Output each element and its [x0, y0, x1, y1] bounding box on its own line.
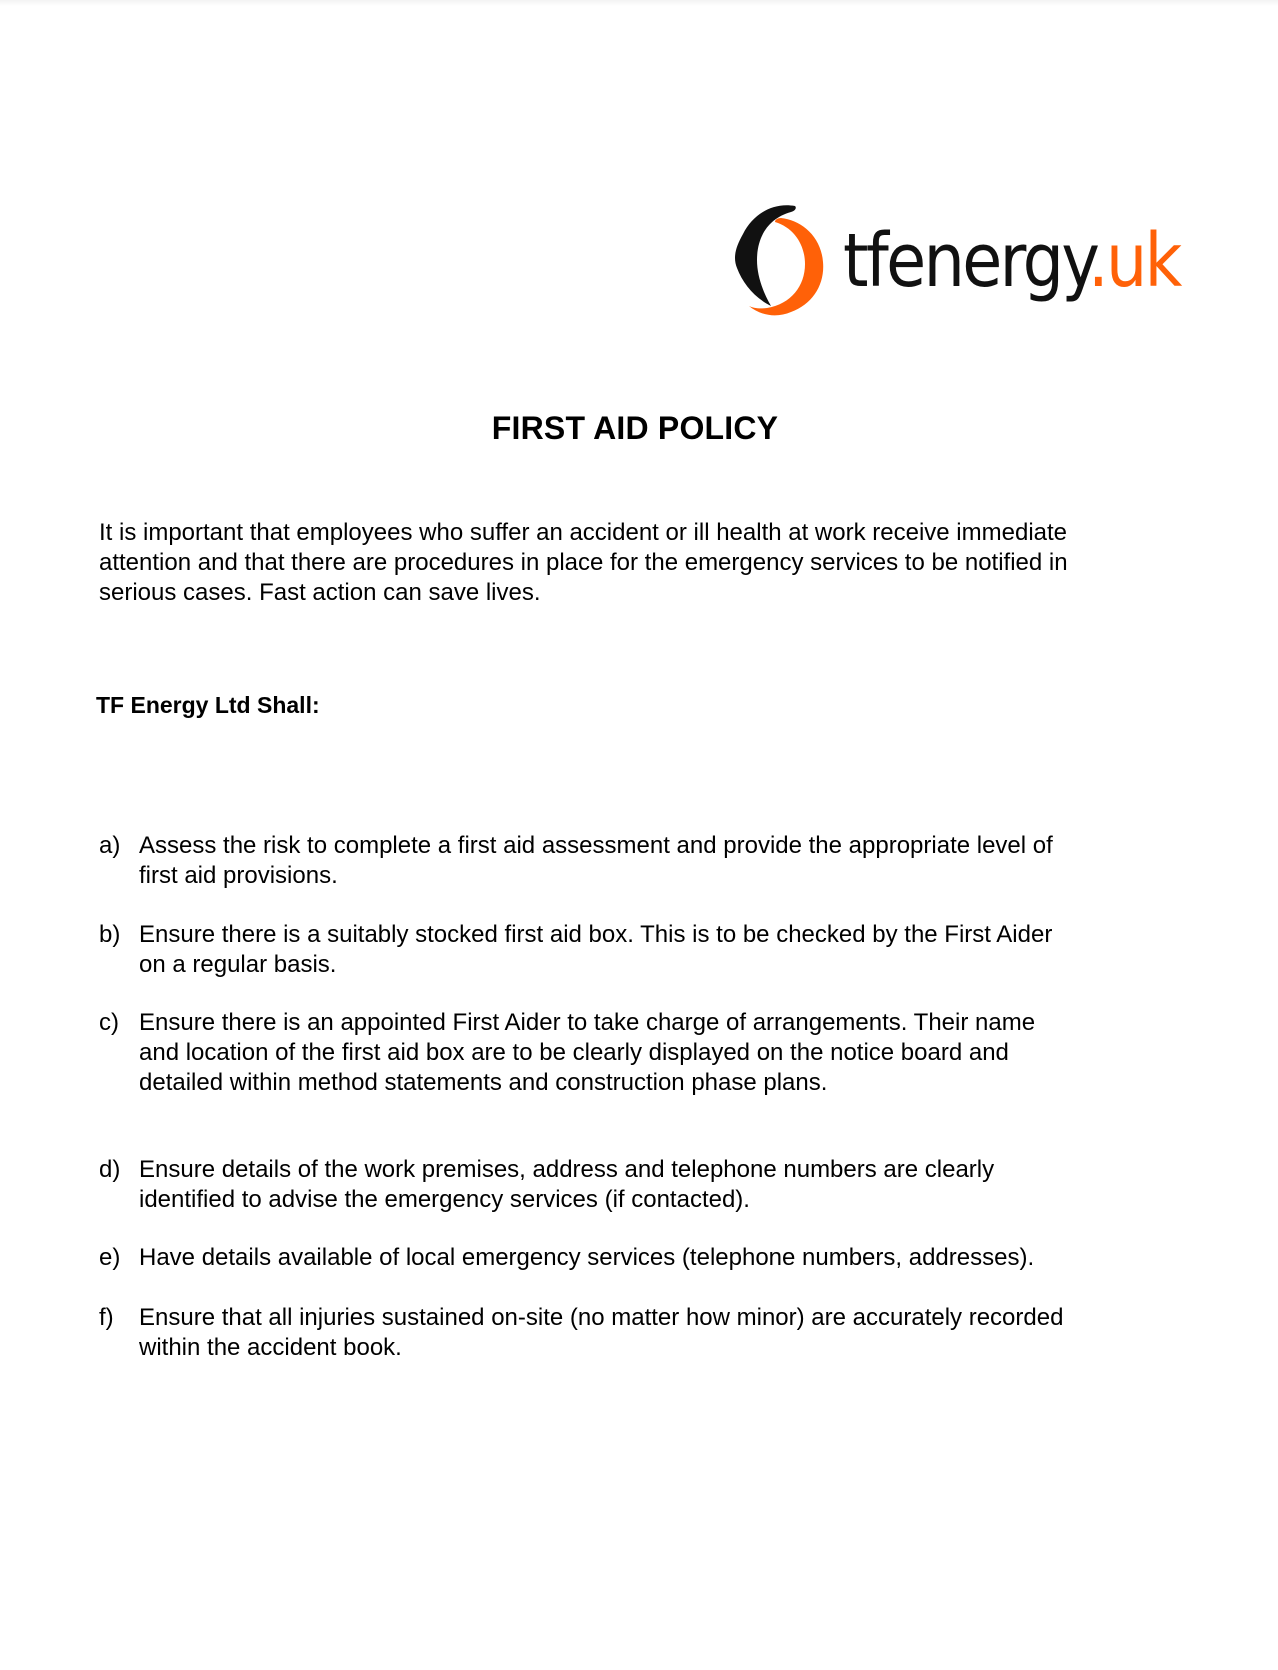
intro-line: attention and that there are procedures in place for the emergency services to be notified in [99, 549, 1068, 576]
list-item-line: identified to advise the emergency services (if contacted). [139, 1186, 750, 1213]
tf-energy-swirl-logo-icon [733, 200, 827, 318]
company-logo [733, 200, 1226, 318]
page-top-edge [0, 0, 1278, 6]
list-marker: e) [99, 1244, 121, 1271]
list-item-line: Ensure details of the work premises, address and telephone numbers are clearly [139, 1156, 995, 1183]
logo-wordmark [843, 218, 1180, 304]
intro-line: It is important that employees who suffer an accident or ill health at work receive immediate [99, 519, 1068, 546]
list-item-line: Ensure that all injuries sustained on-site (no matter how minor) are accurately recorded [139, 1304, 1064, 1331]
list-item-text [139, 1008, 1035, 1098]
list-item-line: detailed within method statements and construction phase plans. [139, 1069, 828, 1096]
list-marker: f) [99, 1304, 114, 1331]
list-item-line: Ensure there is an appointed First Aider to take charge of arrangements. Their name [139, 1009, 1036, 1036]
intro-paragraph [99, 518, 1199, 608]
logo-domain-suffix: .uk [1087, 218, 1180, 304]
list-item-text [139, 1303, 1063, 1363]
logo-name: tfenergy [843, 218, 1088, 304]
list-item-text [139, 1243, 1034, 1273]
list-item-line: within the accident book. [139, 1334, 402, 1361]
document-title: FIRST AID POLICY [491, 410, 779, 446]
section-heading: TF Energy Ltd Shall: [96, 692, 320, 718]
list-item-line: first aid provisions. [139, 862, 338, 889]
list-item-text [139, 831, 1053, 891]
list-marker: d) [99, 1156, 121, 1183]
list-item-line: on a regular basis. [139, 951, 337, 978]
list-item-text [139, 920, 1052, 980]
list-item-line: Ensure there is a suitably stocked first aid box. This is to be checked by the First Aider [139, 921, 1053, 948]
list-item-line: Assess the risk to complete a first aid assessment and provide the appropriate level of [139, 832, 1053, 859]
intro-line: serious cases. Fast action can save lives. [99, 579, 541, 606]
list-marker: a) [99, 832, 121, 859]
list-item-line: and location of the first aid box are to be clearly displayed on the notice board and [139, 1039, 1009, 1066]
list-item-text [139, 1155, 994, 1215]
list-marker: c) [99, 1009, 119, 1036]
list-item-line: Have details available of local emergency services (telephone numbers, addresses). [139, 1244, 1035, 1271]
list-marker: b) [99, 921, 121, 948]
